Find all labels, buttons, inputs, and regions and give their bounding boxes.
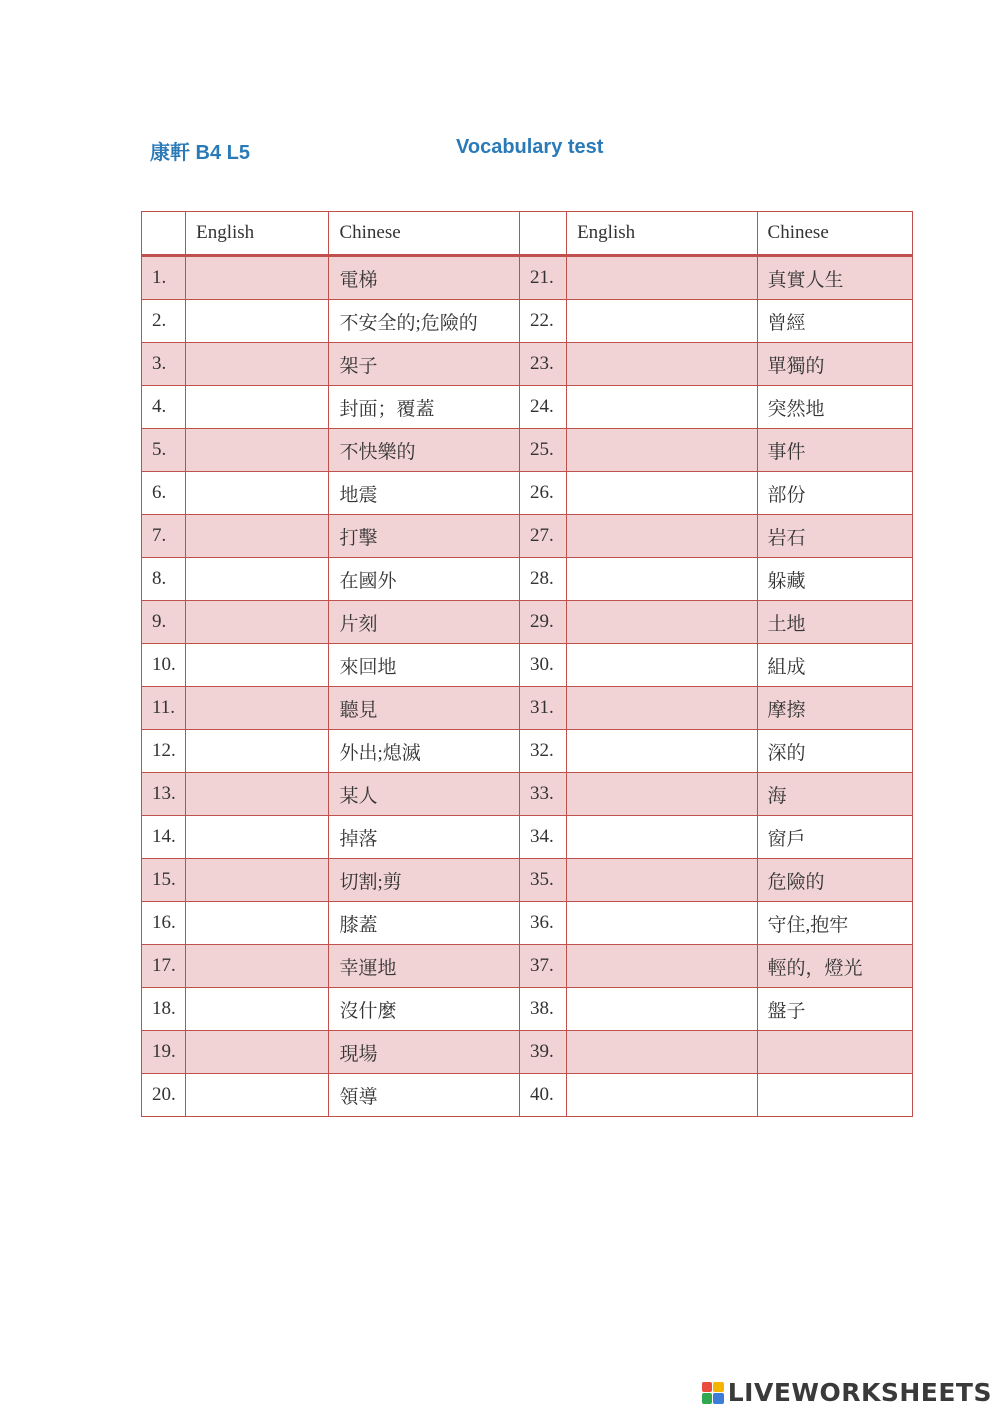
english-answer-cell[interactable] (567, 687, 757, 730)
chinese-word: 不安全的;危險的 (329, 300, 519, 343)
logo-square (702, 1382, 713, 1393)
header-number (519, 212, 566, 256)
item-number: 28. (519, 558, 566, 601)
chinese-word: 在國外 (329, 558, 519, 601)
item-number: 14. (142, 816, 186, 859)
english-answer-cell[interactable] (567, 429, 757, 472)
english-answer-cell[interactable] (567, 601, 757, 644)
english-answer-cell[interactable] (567, 256, 757, 300)
chinese-word: 岩石 (757, 515, 912, 558)
item-number: 24. (519, 386, 566, 429)
logo-square (702, 1393, 713, 1404)
item-number: 3. (142, 343, 186, 386)
chinese-word: 部份 (757, 472, 912, 515)
item-number: 36. (519, 902, 566, 945)
chinese-word: 海 (757, 773, 912, 816)
english-answer-cell[interactable] (186, 601, 329, 644)
chinese-word: 架子 (329, 343, 519, 386)
table-row (142, 859, 913, 902)
chinese-word: 沒什麼 (329, 988, 519, 1031)
chinese-word: 單獨的 (757, 343, 912, 386)
table-row (142, 429, 913, 472)
table-row (142, 816, 913, 859)
english-answer-cell[interactable] (567, 902, 757, 945)
worksheet-title: 康軒 B4 L5 (150, 142, 251, 164)
table-row (142, 644, 913, 687)
item-number: 6. (142, 472, 186, 515)
chinese-word: 事件 (757, 429, 912, 472)
table-row (142, 687, 913, 730)
table-row (142, 945, 913, 988)
english-answer-cell[interactable] (567, 988, 757, 1031)
chinese-word: 領導 (329, 1074, 519, 1117)
chinese-word: 躲藏 (757, 558, 912, 601)
english-answer-cell[interactable] (567, 515, 757, 558)
chinese-word: 曾經 (757, 300, 912, 343)
table-row (142, 902, 913, 945)
chinese-word: 現場 (329, 1031, 519, 1074)
header-english: English (567, 212, 757, 256)
liveworksheets-logo-text: LIVEWORKSHEETS (727, 1378, 992, 1407)
item-number: 15. (142, 859, 186, 902)
chinese-word: 切割;剪 (329, 859, 519, 902)
item-number: 30. (519, 644, 566, 687)
logo-square (713, 1393, 724, 1404)
table-header-row (142, 212, 913, 256)
chinese-word: 輕的，燈光 (757, 945, 912, 988)
chinese-word: 窗戶 (757, 816, 912, 859)
chinese-word: 掉落 (329, 816, 519, 859)
english-answer-cell[interactable] (186, 300, 329, 343)
english-answer-cell[interactable] (186, 1074, 329, 1117)
chinese-word (757, 1031, 912, 1074)
table-row (142, 343, 913, 386)
item-number: 19. (142, 1031, 186, 1074)
english-answer-cell[interactable] (567, 300, 757, 343)
chinese-word: 地震 (329, 472, 519, 515)
item-number: 37. (519, 945, 566, 988)
english-answer-cell[interactable] (567, 816, 757, 859)
english-answer-cell[interactable] (567, 1074, 757, 1117)
english-answer-cell[interactable] (186, 730, 329, 773)
english-answer-cell[interactable] (186, 945, 329, 988)
item-number: 16. (142, 902, 186, 945)
header-english: English (186, 212, 329, 256)
table-row (142, 1031, 913, 1074)
english-answer-cell[interactable] (567, 343, 757, 386)
english-answer-cell[interactable] (186, 773, 329, 816)
item-number: 29. (519, 601, 566, 644)
english-answer-cell[interactable] (186, 386, 329, 429)
item-number: 12. (142, 730, 186, 773)
item-number: 35. (519, 859, 566, 902)
item-number: 2. (142, 300, 186, 343)
english-answer-cell[interactable] (186, 515, 329, 558)
english-answer-cell[interactable] (567, 730, 757, 773)
worksheet-subtitle: Vocabulary test (456, 136, 604, 158)
table-row (142, 300, 913, 343)
english-answer-cell[interactable] (567, 644, 757, 687)
item-number: 5. (142, 429, 186, 472)
table-row (142, 1074, 913, 1117)
table-row (142, 515, 913, 558)
english-answer-cell[interactable] (186, 429, 329, 472)
english-answer-cell[interactable] (186, 472, 329, 515)
chinese-word (757, 1074, 912, 1117)
vocabulary-table (141, 211, 913, 1117)
chinese-word: 摩擦 (757, 687, 912, 730)
chinese-word: 來回地 (329, 644, 519, 687)
item-number: 10. (142, 644, 186, 687)
item-number: 26. (519, 472, 566, 515)
table-row (142, 988, 913, 1031)
chinese-word: 危險的 (757, 859, 912, 902)
english-answer-cell[interactable] (567, 945, 757, 988)
item-number: 13. (142, 773, 186, 816)
header-chinese: Chinese (757, 212, 912, 256)
chinese-word: 打擊 (329, 515, 519, 558)
item-number: 22. (519, 300, 566, 343)
chinese-word: 盤子 (757, 988, 912, 1031)
header-chinese: Chinese (329, 212, 519, 256)
table-row (142, 730, 913, 773)
english-answer-cell[interactable] (186, 1031, 329, 1074)
table-row (142, 472, 913, 515)
item-number: 21. (519, 256, 566, 300)
chinese-word: 外出;熄滅 (329, 730, 519, 773)
item-number: 9. (142, 601, 186, 644)
english-answer-cell[interactable] (186, 343, 329, 386)
item-number: 40. (519, 1074, 566, 1117)
item-number: 1. (142, 256, 186, 300)
item-number: 23. (519, 343, 566, 386)
logo-square (713, 1382, 724, 1393)
item-number: 31. (519, 687, 566, 730)
chinese-word: 真實人生 (757, 256, 912, 300)
english-answer-cell[interactable] (186, 988, 329, 1031)
chinese-word: 土地 (757, 601, 912, 644)
header-number (142, 212, 186, 256)
chinese-word: 聽見 (329, 687, 519, 730)
table-row (142, 773, 913, 816)
chinese-word: 電梯 (329, 256, 519, 300)
item-number: 20. (142, 1074, 186, 1117)
item-number: 32. (519, 730, 566, 773)
item-number: 34. (519, 816, 566, 859)
english-answer-cell[interactable] (567, 773, 757, 816)
chinese-word: 片刻 (329, 601, 519, 644)
english-answer-cell[interactable] (567, 859, 757, 902)
item-number: 4. (142, 386, 186, 429)
item-number: 25. (519, 429, 566, 472)
chinese-word: 幸運地 (329, 945, 519, 988)
english-answer-cell[interactable] (186, 558, 329, 601)
english-answer-cell[interactable] (186, 816, 329, 859)
item-number: 18. (142, 988, 186, 1031)
chinese-word: 某人 (329, 773, 519, 816)
item-number: 27. (519, 515, 566, 558)
liveworksheets-logo-icon (702, 1382, 724, 1404)
chinese-word: 守住,抱牢 (757, 902, 912, 945)
table-row (142, 256, 913, 300)
item-number: 38. (519, 988, 566, 1031)
chinese-word: 膝蓋 (329, 902, 519, 945)
chinese-word: 突然地 (757, 386, 912, 429)
table-row (142, 601, 913, 644)
english-answer-cell[interactable] (186, 859, 329, 902)
english-answer-cell[interactable] (186, 644, 329, 687)
table-row (142, 386, 913, 429)
item-number: 39. (519, 1031, 566, 1074)
english-answer-cell[interactable] (567, 558, 757, 601)
english-answer-cell[interactable] (186, 687, 329, 730)
liveworksheets-logo (702, 1378, 992, 1407)
english-answer-cell[interactable] (186, 256, 329, 300)
item-number: 7. (142, 515, 186, 558)
english-answer-cell[interactable] (567, 472, 757, 515)
english-answer-cell[interactable] (567, 1031, 757, 1074)
item-number: 11. (142, 687, 186, 730)
item-number: 8. (142, 558, 186, 601)
chinese-word: 深的 (757, 730, 912, 773)
chinese-word: 不快樂的 (329, 429, 519, 472)
english-answer-cell[interactable] (186, 902, 329, 945)
item-number: 33. (519, 773, 566, 816)
table-row (142, 558, 913, 601)
english-answer-cell[interactable] (567, 386, 757, 429)
item-number: 17. (142, 945, 186, 988)
chinese-word: 封面；覆蓋 (329, 386, 519, 429)
chinese-word: 組成 (757, 644, 912, 687)
